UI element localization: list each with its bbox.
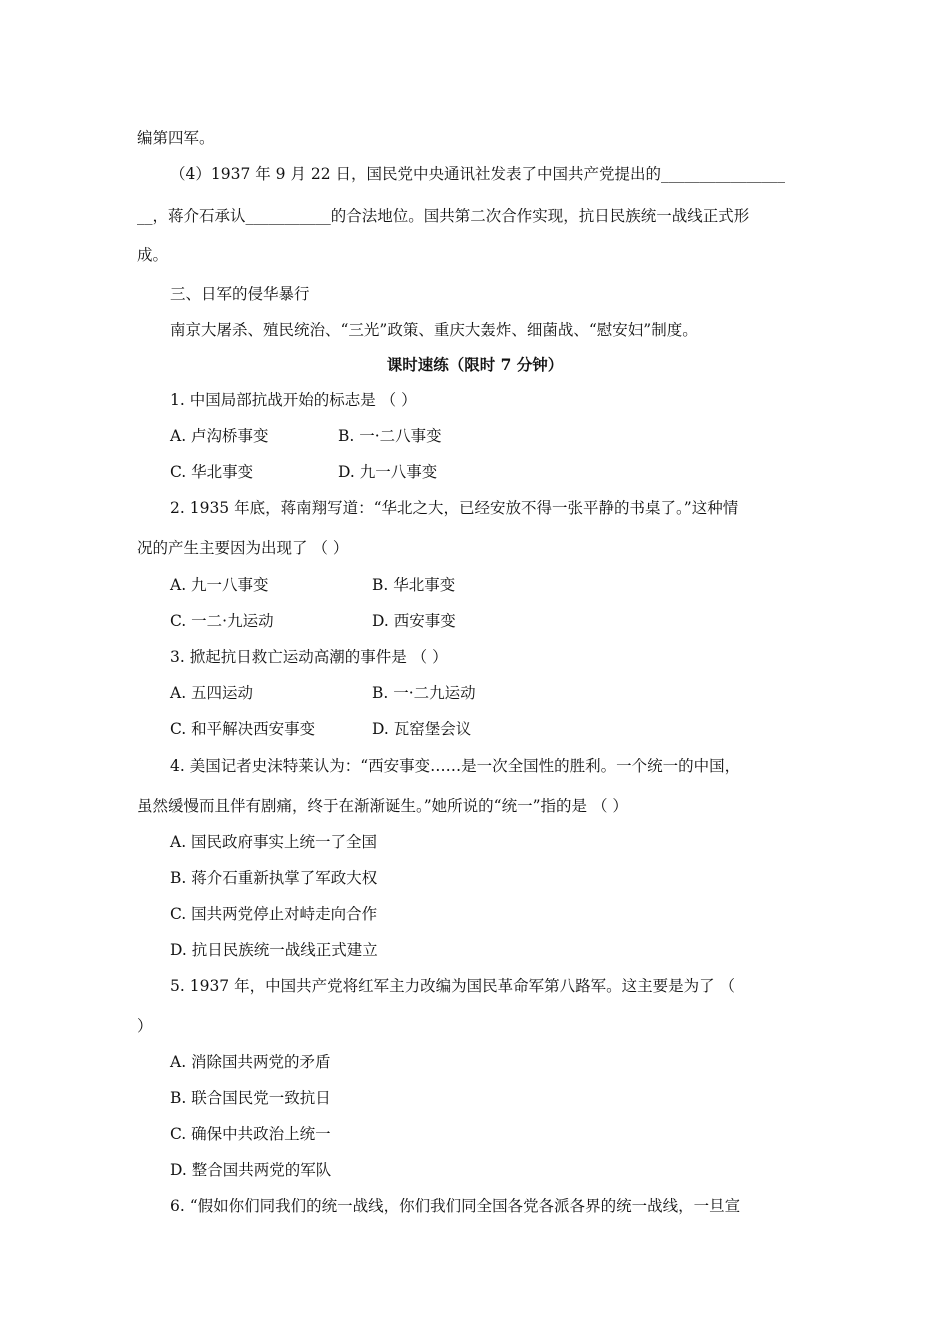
option-c: C. 确保中共政治上统一: [170, 1125, 331, 1143]
question-1-options-row: [170, 462, 437, 482]
option-b: B. 联合国民党一致抗日: [170, 1089, 331, 1107]
question-3-options-row: [170, 683, 476, 703]
option-b: B. 一·二九运动: [372, 684, 476, 702]
body-text-line: 成。: [137, 246, 169, 264]
option-c: C. 和平解决西安事变: [170, 720, 316, 738]
question-6-stem: 6. “假如你们同我们的统一战线，你们我们同全国各党各派各界的统一战线，一旦宣: [170, 1197, 741, 1215]
question-2-stem: 2. 1935 年底，蒋南翔写道：“华北之大，已经安放不得一张平静的书桌了。”这种情: [170, 499, 739, 517]
option-b: B. 一·二八事变: [338, 427, 442, 445]
question-3-options-row: [170, 719, 471, 739]
question-1-options-row: [170, 426, 442, 446]
option-a: A. 五四运动: [170, 684, 254, 702]
option-a: A. 国民政府事实上统一了全国: [170, 833, 378, 851]
section-title: 课时速练（限时 7 分钟）: [386, 355, 564, 374]
question-1-stem: 1. 中国局部抗战开始的标志是 （ ）: [170, 391, 417, 409]
question-5-stem: 5. 1937 年，中国共产党将红军主力改编为国民革命军第八路军。这主要是为了 （: [170, 977, 736, 995]
section-heading: 三、日军的侵华暴行: [170, 285, 310, 303]
option-c: C. 华北事变: [170, 463, 254, 481]
question-2-options-row: [170, 575, 455, 595]
option-b: B. 华北事变: [372, 576, 456, 594]
option-b: B. 蒋介石重新执掌了军政大权: [170, 869, 378, 887]
body-text-line: 南京大屠杀、殖民统治、“三光”政策、重庆大轰炸、细菌战、“慰安妇”制度。: [170, 321, 698, 339]
option-d: D. 九一八事变: [338, 463, 438, 481]
option-c: C. 一二·九运动: [170, 612, 274, 630]
question-2-stem: 况的产生主要因为出现了 （ ）: [137, 539, 349, 557]
option-a: A. 九一八事变: [170, 576, 269, 594]
question-4-stem: 虽然缓慢而且伴有剧痛，终于在渐渐诞生。”她所说的“统一”指的是 （ ）: [137, 797, 628, 815]
option-d: D. 西安事变: [372, 612, 456, 630]
body-text-line: 编第四军。: [137, 129, 215, 147]
option-d: D. 整合国共两党的军队: [170, 1161, 332, 1179]
option-a: A. 消除国共两党的矛盾: [170, 1053, 331, 1071]
question-4-stem: 4. 美国记者史沫特莱认为：“西安事变……是一次全国性的胜利。一个统一的中国，: [170, 757, 741, 775]
option-d: D. 抗日民族统一战线正式建立: [170, 941, 378, 959]
question-2-options-row: [170, 611, 456, 631]
option-c: C. 国共两党停止对峙走向合作: [170, 905, 378, 923]
option-a: A. 卢沟桥事变: [170, 427, 269, 445]
option-d: D. 瓦窑堡会议: [372, 720, 472, 738]
question-5-stem: ）: [137, 1017, 153, 1035]
fill-blank-question-4: （4）1937 年 9 月 22 日，国民党中央通讯社发表了中国共产党提出的________________: [170, 165, 786, 183]
question-3-stem: 3. 掀起抗日救亡运动高潮的事件是 （ ）: [170, 648, 448, 666]
body-text-line: __，蒋介石承认___________的合法地位。国共第二次合作实现，抗日民族统一战线正式形: [137, 207, 750, 225]
